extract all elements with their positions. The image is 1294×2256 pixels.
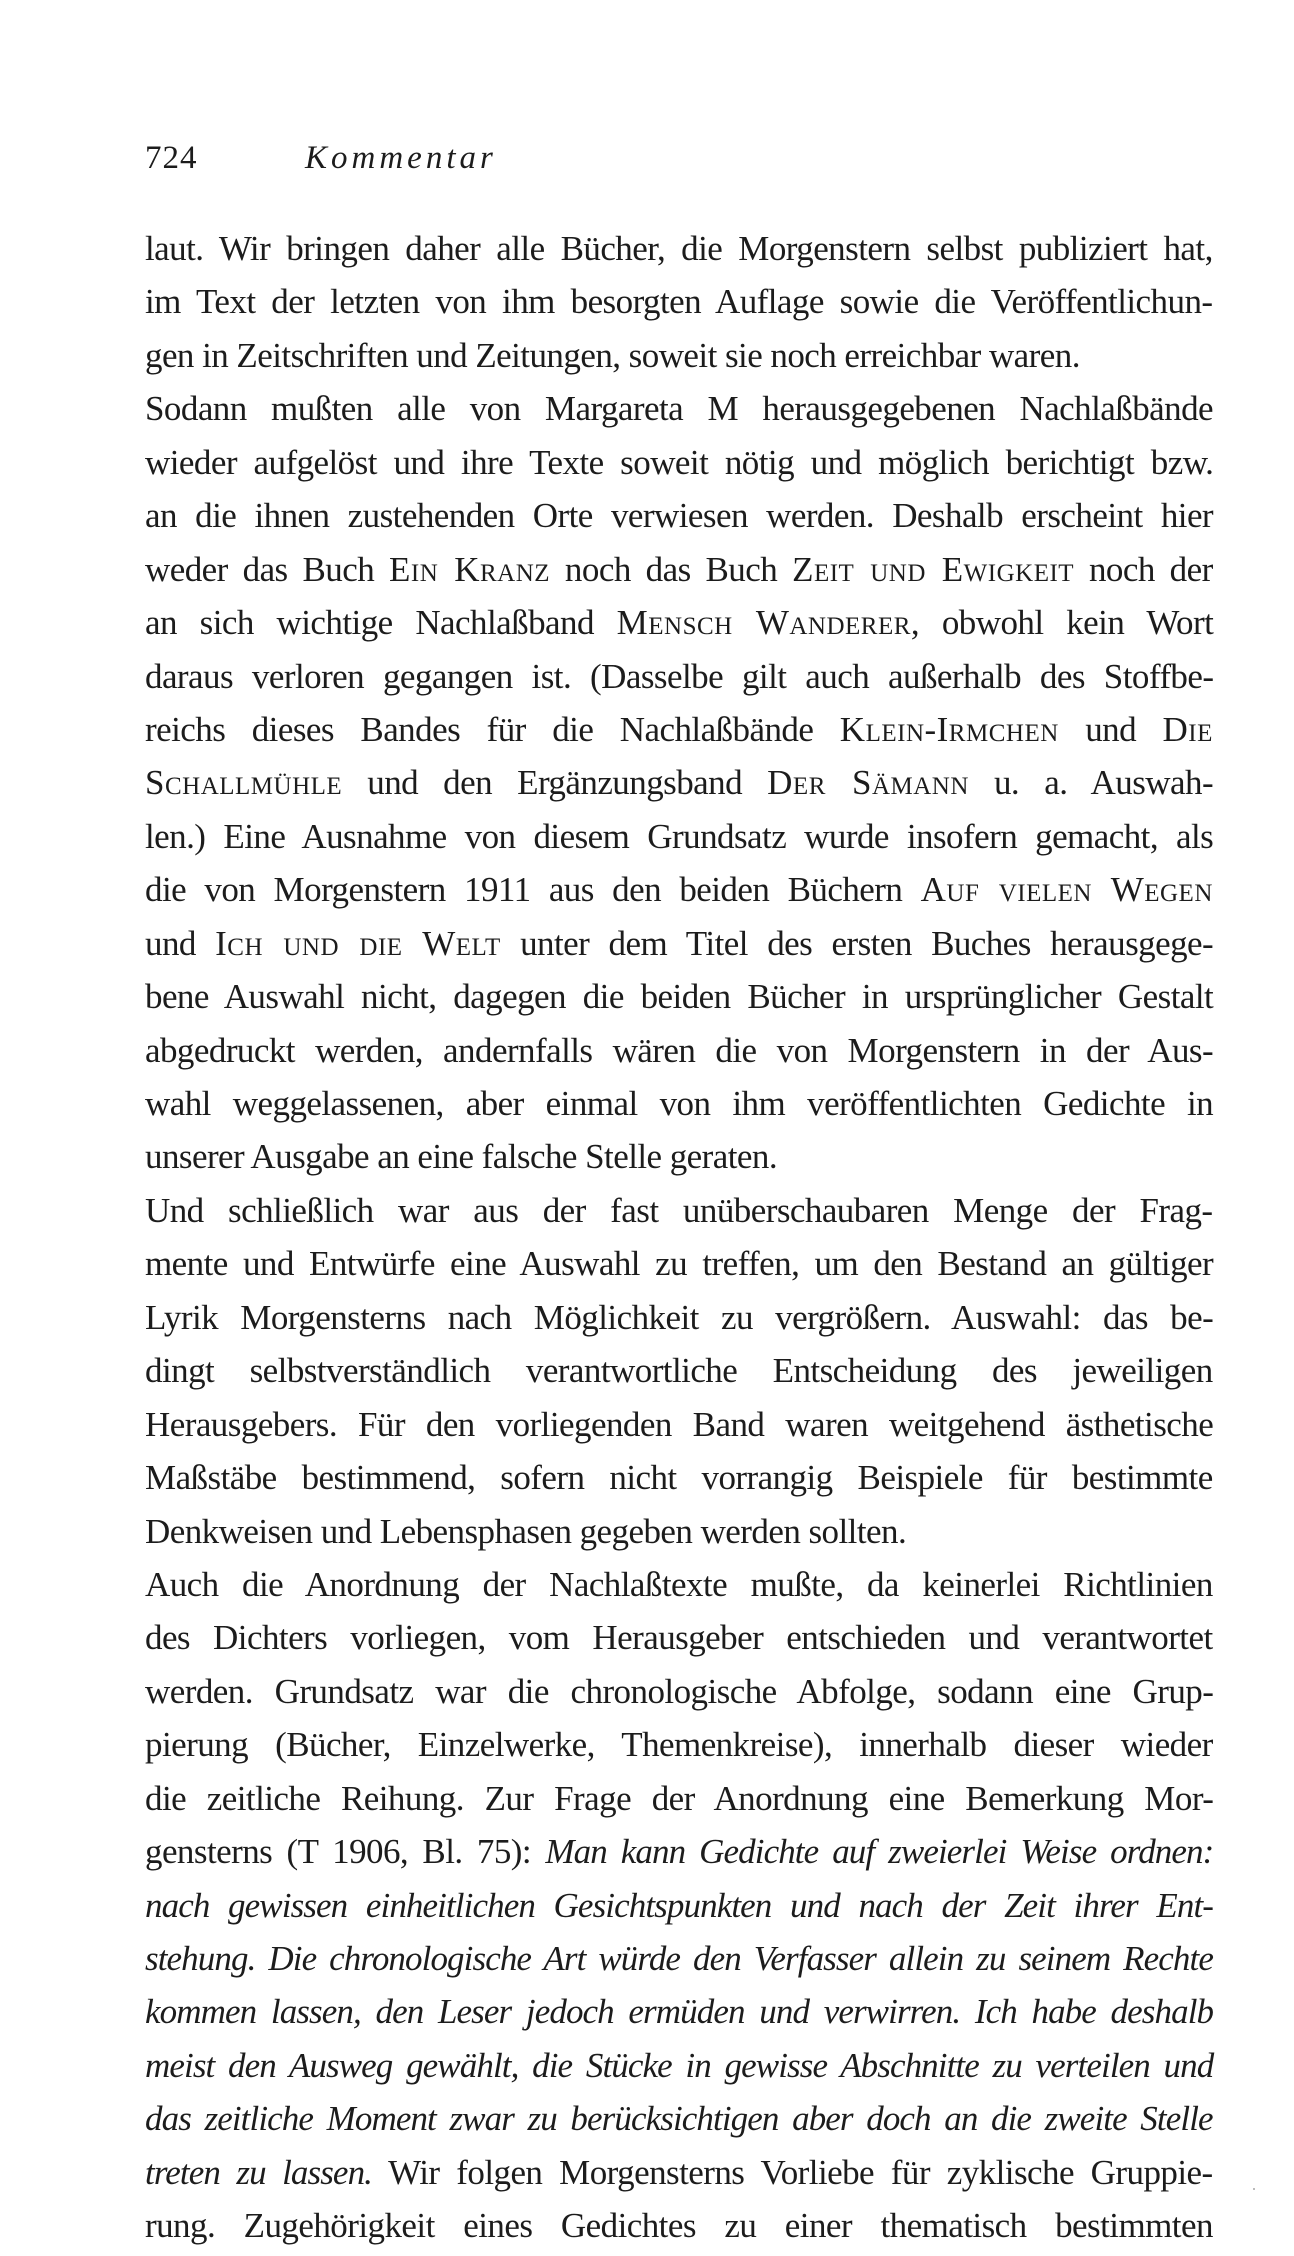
- text-line: [145, 1985, 1213, 2038]
- text-line: [145, 1772, 1213, 1825]
- text-run: bene Auswahl nicht, dagegen die beiden Bücher in ursprünglicher Gestalt: [145, 977, 1214, 1017]
- text-run: Wir folgen Morgensterns Vorliebe für zyklische Gruppie-: [372, 2152, 1213, 2192]
- text-run: im Text der letzten von ihm besorgten Auflage sowie die Veröffentlichun-: [145, 282, 1213, 322]
- text-run: unserer Ausgabe an eine falsche Stelle geraten.: [145, 1137, 778, 1177]
- quotation-italic: kommen lassen, den Leser jedoch ermüden und verwirren. Ich habe deshalb: [145, 1992, 1214, 2032]
- text-line: [145, 756, 1213, 809]
- text-run: pierung (Bücher, Einzelwerke, Themenkreise), innerhalb dieser wieder: [145, 1725, 1213, 1765]
- text-line: [145, 863, 1213, 916]
- book-title-smallcaps: Ich und die Welt: [215, 923, 501, 963]
- text-line: [145, 2092, 1213, 2145]
- book-title-smallcaps: Der Sämann: [767, 763, 969, 803]
- text-line: [145, 1077, 1213, 1130]
- running-head: [145, 140, 1213, 186]
- text-line: [145, 1558, 1213, 1611]
- book-title-smallcaps: Zeit und Ewigkeit: [792, 549, 1075, 589]
- text-run: dingt selbstverständlich verantwortliche Entscheidung des jeweiligen: [145, 1351, 1213, 1391]
- book-title-smallcaps: Die: [1162, 709, 1213, 749]
- running-title: Kommentar: [305, 140, 497, 176]
- text-run: wahl weggelassenen, aber einmal von ihm veröffentlichten Gedichte in: [145, 1084, 1214, 1123]
- text-run: daraus verloren gegangen ist. (Dasselbe gilt auch außerhalb des Stoffbe-: [145, 656, 1214, 696]
- book-title-smallcaps: Auf vielen Wegen: [920, 870, 1213, 910]
- text-run: des Dichters vorliegen, vom Herausgeber entschieden und verantwortet: [145, 1618, 1213, 1658]
- text-line: [145, 436, 1213, 489]
- text-line: [145, 489, 1213, 542]
- text-run: mente und Entwürfe eine Auswahl zu treffen, um den Bestand an gültiger: [145, 1244, 1214, 1284]
- text-line: [145, 1932, 1213, 1985]
- text-run: reichs dieses Bandes für die Nachlaßbände: [145, 709, 840, 749]
- text-run: Sodann mußten alle von Margareta M herausgegebenen Nachlaßbände: [145, 389, 1214, 429]
- text-line: [145, 1130, 1213, 1183]
- text-run: Lyrik Morgensterns nach Möglichkeit zu vergrößern. Auswahl: das be-: [145, 1297, 1214, 1337]
- text-line: [145, 1024, 1213, 1077]
- text-line: [145, 2039, 1213, 2092]
- text-line: [145, 1718, 1213, 1771]
- text-line: [145, 382, 1213, 435]
- book-title-smallcaps: Mensch Wanderer: [616, 603, 911, 643]
- text-run: Herausgebers. Für den vorliegenden Band waren weitgehend ästhetische: [145, 1404, 1214, 1444]
- text-line: [145, 1879, 1213, 1932]
- text-line: [145, 1344, 1213, 1397]
- text-run: die zeitliche Reihung. Zur Frage der Anordnung eine Bemerkung Mor-: [145, 1778, 1214, 1818]
- text-run: und: [145, 923, 216, 963]
- book-title-smallcaps: Schallmühle: [145, 763, 343, 803]
- body-text: [145, 222, 1213, 2253]
- quotation-italic: Man kann Gedichte auf zweierlei Weise ordnen:: [545, 1832, 1214, 1872]
- text-line: [145, 810, 1213, 863]
- text-run: noch der: [1074, 549, 1213, 589]
- text-run: Maßstäbe bestimmend, sofern nicht vorrangig Beispiele für bestimmte: [145, 1458, 1213, 1498]
- text-run: u. a. Auswah-: [968, 763, 1214, 803]
- text-run: an sich wichtige Nachlaßband: [145, 603, 617, 643]
- quotation-italic: stehung. Die chronologische Art würde den Verfasser allein zu seinem Rechte: [145, 1939, 1213, 1978]
- text-run: , obwohl kein Wort: [910, 603, 1214, 643]
- text-line: [145, 1451, 1213, 1504]
- book-title-smallcaps: Ein Kranz: [389, 549, 551, 589]
- text-line: [145, 222, 1213, 275]
- text-line: [145, 596, 1213, 649]
- quotation-italic: nach gewissen einheitlichen Gesichtspunkten und nach der Zeit ihrer Ent-: [145, 1885, 1214, 1925]
- text-line: [145, 1291, 1213, 1344]
- quotation-italic: treten zu lassen.: [145, 2152, 373, 2192]
- text-run: und: [1058, 709, 1163, 749]
- text-run: unter dem Titel des ersten Buches herausgege-: [500, 923, 1214, 963]
- text-line: [145, 1398, 1213, 1451]
- page-number: 724: [145, 140, 198, 176]
- scan-speck: [1253, 2188, 1255, 2190]
- text-line: [145, 1665, 1213, 1718]
- text-run: gen in Zeitschriften und Zeitungen, soweit sie noch erreichbar waren.: [145, 335, 1080, 375]
- text-line: [145, 650, 1213, 703]
- text-run: Denkweisen und Lebensphasen gegeben werden sollten.: [145, 1511, 907, 1551]
- text-run: an die ihnen zustehenden Orte verwiesen werden. Deshalb erscheint hier: [145, 496, 1214, 536]
- text-line: [145, 2199, 1213, 2252]
- text-run: abgedruckt werden, andernfalls wären die von Morgenstern in der Aus-: [145, 1030, 1214, 1070]
- text-run: len.) Eine Ausnahme von diesem Grundsatz wurde insofern gemacht, als: [145, 816, 1214, 856]
- text-line: [145, 275, 1213, 328]
- text-line: [145, 1611, 1213, 1664]
- text-run: rung. Zugehörigkeit eines Gedichtes zu einer thematisch bestimmten: [145, 2206, 1213, 2246]
- text-line: [145, 543, 1213, 596]
- text-line: [145, 1505, 1213, 1558]
- text-run: Und schließlich war aus der fast unüberschaubaren Menge der Frag-: [145, 1190, 1213, 1230]
- book-title-smallcaps: Klein-Irmchen: [839, 709, 1059, 749]
- text-line: [145, 329, 1213, 382]
- text-line: [145, 970, 1213, 1023]
- text-line: [145, 1184, 1213, 1237]
- text-run: gensterns (T 1906, Bl. 75):: [145, 1832, 546, 1872]
- text-line: [145, 703, 1213, 756]
- text-run: weder das Buch: [145, 549, 390, 589]
- text-run: noch das Buch: [550, 549, 793, 589]
- text-line: [145, 917, 1213, 970]
- text-run: werden. Grundsatz war die chronologische Abfolge, sodann eine Grup-: [145, 1671, 1214, 1711]
- text-run: Auch die Anordnung der Nachlaßtexte mußte, da keinerlei Richtlinien: [145, 1564, 1213, 1604]
- quotation-italic: meist den Ausweg gewählt, die Stücke in gewisse Abschnitte zu verteilen und: [145, 2045, 1214, 2085]
- text-line: [145, 1825, 1213, 1878]
- text-run: die von Morgenstern 1911 aus den beiden Büchern: [145, 870, 921, 910]
- text-line: [145, 1237, 1213, 1290]
- text-line: [145, 2146, 1213, 2199]
- text-run: laut. Wir bringen daher alle Bücher, die Morgenstern selbst publiziert hat,: [145, 229, 1213, 268]
- text-run: und den Ergänzungsband: [342, 763, 768, 803]
- text-run: wieder aufgelöst und ihre Texte soweit nötig und möglich berichtigt bzw.: [145, 442, 1214, 482]
- quotation-italic: das zeitliche Moment zwar zu berücksichtigen aber doch an die zweite Stelle: [145, 2099, 1213, 2139]
